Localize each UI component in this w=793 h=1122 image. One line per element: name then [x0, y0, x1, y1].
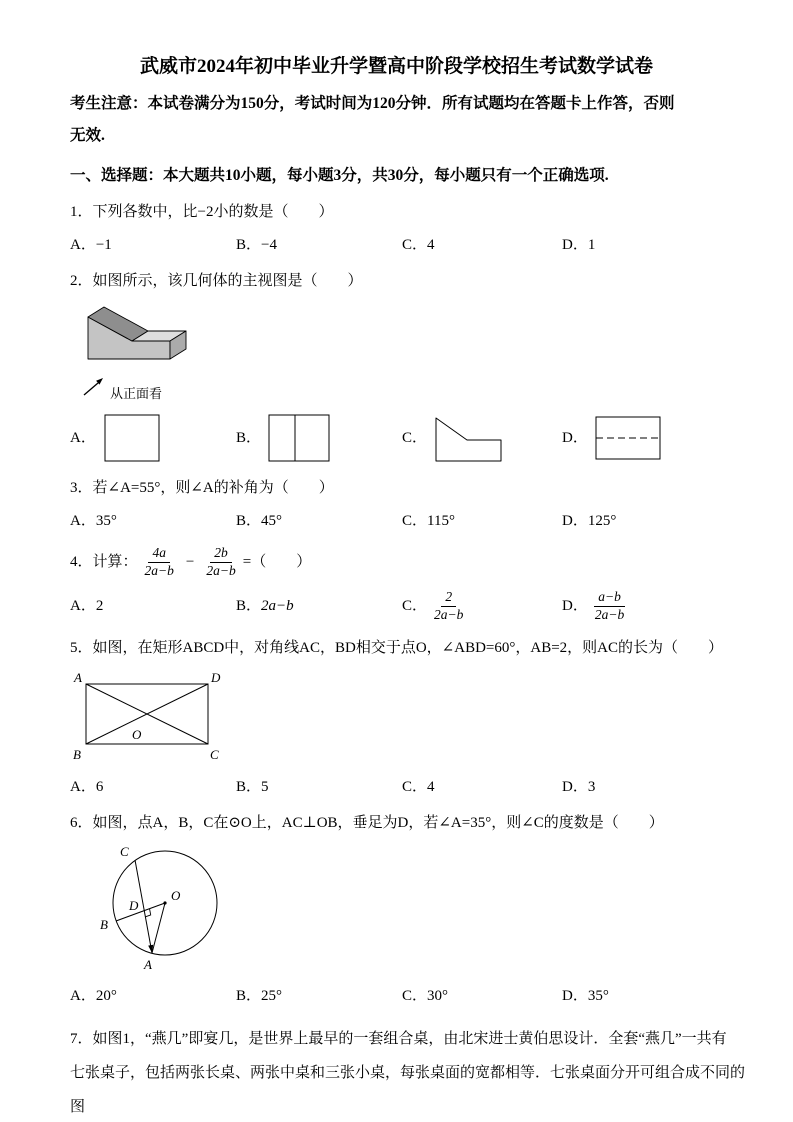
- q2-option-d: [562, 412, 751, 464]
- q5-option-a: A．6: [70, 778, 104, 795]
- q2-option-a-letter: A．: [70, 430, 96, 446]
- q5-options: [70, 775, 751, 799]
- q6-figure: [70, 841, 751, 975]
- q2-option-c-letter: C．: [402, 430, 428, 446]
- q4-option-d-denominator: 2a−b: [594, 606, 625, 622]
- q2-option-d-letter: D．: [562, 430, 588, 446]
- q5-rectangle-figure: [70, 666, 230, 766]
- radius-ob: [116, 903, 165, 921]
- q2-option-c: [402, 412, 562, 464]
- q2-option-a: [70, 412, 236, 464]
- q6-circle-figure: [70, 841, 260, 975]
- q3-option-b: B．45°: [236, 513, 283, 529]
- q4-option-c-denominator: 2a−b: [434, 606, 464, 622]
- notice-line-1: 考生注意：本试卷满分为150分，考试时间为120分钟．所有试题均在答题卡上作答，否则: [70, 95, 675, 112]
- q4-stem-prefix: 4．计算：: [70, 554, 138, 571]
- q3-option-a: A．35°: [70, 513, 117, 529]
- q4-option-a-value: 2: [95, 598, 104, 615]
- q1-stem: 1．下列各数中，比−2小的数是（ ）: [70, 204, 334, 220]
- point-b-label: B: [100, 916, 108, 932]
- notice-line-2: 无效.: [70, 127, 105, 144]
- q4-fraction-1-denominator: 2a−b: [144, 562, 174, 578]
- q4-option-b: [236, 589, 402, 624]
- square-shape: [102, 412, 164, 464]
- q1-options: [70, 233, 751, 257]
- q4-option-c-letter: C．: [402, 598, 428, 615]
- q6-option-a: A．20°: [70, 987, 117, 1004]
- q1-option-a: A．−1: [70, 237, 112, 253]
- vertex-a-label: A: [74, 669, 82, 685]
- q3-stem: 3．若∠A=55°，则∠A的补角为（ ）: [70, 480, 334, 496]
- q3-option-d: D．125°: [562, 513, 617, 529]
- q2-options: [70, 412, 751, 464]
- q7-stem: [70, 1022, 751, 1122]
- q4-stem: [70, 545, 751, 580]
- q1-option-c: C．4: [402, 237, 435, 253]
- q6-option-d: D．35°: [562, 987, 609, 1004]
- vertex-c-label: C: [210, 746, 219, 762]
- q4-option-c: [402, 589, 562, 624]
- center-o-dot: [163, 901, 166, 904]
- divided-rectangle-shape: [267, 412, 333, 464]
- q4-option-c-fraction: [430, 589, 467, 624]
- q4-option-c-numerator: 2: [441, 589, 456, 607]
- notice-paragraph: [70, 88, 751, 152]
- q3-option-c: C．115°: [402, 513, 455, 529]
- q6-option-b: B．25°: [236, 987, 283, 1004]
- q1-option-b: B．−4: [236, 237, 277, 253]
- q5-stem: 5．如图，在矩形ABCD中，对角线AC，BD相交于点O，∠ABD=60°，AB=2，则AC的长为（ ）: [70, 639, 724, 656]
- q4-stem-suffix: =（ ）: [242, 554, 312, 571]
- q4-option-d-numerator: a−b: [594, 589, 625, 607]
- point-c-label: C: [120, 843, 129, 859]
- vertex-b-label: B: [73, 746, 81, 762]
- q7-line-2: 七张桌子，包括两张长桌、两张中桌和三张小桌，每张桌面的宽都相等．七张桌面分开可组合成不同的图: [70, 1064, 746, 1115]
- page-title: 武威市2024年初中毕业升学暨高中阶段学校招生考试数学试卷: [139, 56, 653, 77]
- q2-figure: [70, 299, 751, 403]
- section-heading: 一、选择题：本大题共10小题，每小题3分，共30分，每小题只有一个正确选项.: [70, 167, 609, 184]
- q4-option-d-fraction: [591, 589, 628, 624]
- q5-option-b: B．5: [236, 778, 269, 795]
- q2-option-b: [236, 412, 402, 464]
- q4-option-d: [562, 589, 751, 624]
- q3-options: [70, 509, 751, 533]
- q4-option-d-letter: D．: [562, 598, 588, 615]
- q2-solid-figure: [70, 299, 240, 403]
- q2-option-b-letter: B．: [236, 430, 262, 446]
- q4-option-a-letter: A．: [70, 598, 96, 615]
- center-o-label: O: [132, 726, 142, 742]
- q5-figure: [70, 666, 751, 766]
- vertex-d-label: D: [211, 669, 221, 685]
- q4-fraction-2: [202, 545, 239, 580]
- q4-options: [70, 589, 751, 624]
- step-silhouette-shape: [433, 412, 505, 464]
- q4-option-b-letter: B．: [236, 598, 262, 615]
- minus-sign: −: [185, 554, 195, 571]
- q6-stem: 6．如图，点A，B，C在⊙O上，AC⊥OB，垂足为D，若∠A=35°，则∠C的度数是（ ）: [70, 814, 664, 831]
- view-direction-label: 从正面看: [110, 386, 163, 401]
- q4-fraction-1: [141, 545, 178, 580]
- center-o-label: O: [171, 887, 181, 903]
- q4-option-a: [70, 589, 236, 624]
- q5-option-d: D．3: [562, 778, 596, 795]
- q7-line-1: 7．如图1，“燕几”即宴几，是世界上最早的一套组合桌，由北宋进士黄伯思设计．全套“燕几”一共有: [70, 1030, 727, 1047]
- q4-option-b-value: 2a−b: [261, 598, 294, 615]
- foot-d-label: D: [129, 897, 139, 913]
- q1-option-d: D．1: [562, 237, 596, 253]
- dashed-rectangle-shape: [594, 413, 664, 463]
- q4-fraction-2-numerator: 2b: [210, 545, 232, 563]
- q4-fraction-2-denominator: 2a−b: [206, 562, 236, 578]
- q5-option-c: C．4: [402, 778, 435, 795]
- q6-option-c: C．30°: [402, 987, 449, 1004]
- radius-oa: [152, 903, 165, 953]
- point-a-label: A: [144, 956, 152, 972]
- q6-options: [70, 984, 751, 1008]
- view-arrow-shaft: [84, 383, 98, 395]
- q4-fraction-1-numerator: 4a: [148, 545, 170, 563]
- q2-stem: 2．如图所示，该几何体的主视图是（ ）: [70, 273, 363, 289]
